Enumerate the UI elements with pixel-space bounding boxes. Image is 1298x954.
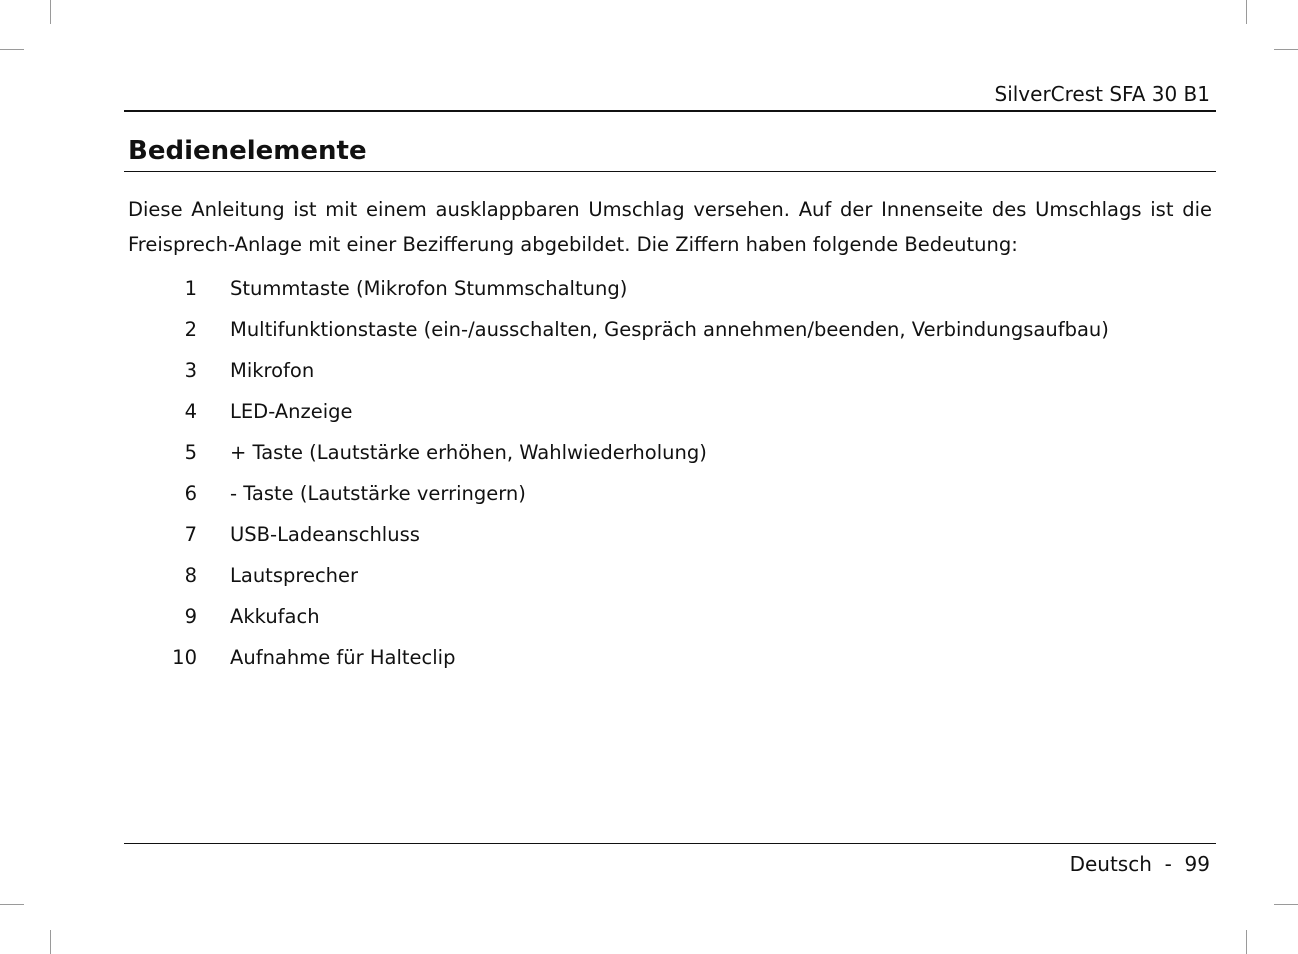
list-item-number: 9: [184, 605, 197, 628]
list-item: [128, 596, 1212, 637]
list-item-label: Aufnahme für Halteclip: [230, 646, 456, 669]
crop-mark-top-right: [1246, 0, 1247, 24]
list-item-label: Akkufach: [230, 605, 320, 628]
list-item-label: Multifunktionstaste (ein-/ausschalten, Gespräch annehmen/beenden, Verbindungsaufbau): [230, 318, 1109, 341]
title-rule: [124, 171, 1216, 172]
list-item-number: 1: [184, 277, 197, 300]
list-item: [128, 350, 1212, 391]
list-item-number: 5: [184, 441, 197, 464]
list-item: [128, 391, 1212, 432]
list-item: [128, 473, 1212, 514]
list-item-number: 10: [172, 646, 197, 669]
list-item-number: 4: [184, 400, 197, 423]
list-item-label: - Taste (Lautstärke verringern): [230, 482, 526, 505]
list-item: [128, 555, 1212, 596]
crop-mark-top-left: [0, 49, 24, 50]
list-item-label: USB-Ladeanschluss: [230, 523, 420, 546]
crop-mark-bottom-left: [50, 930, 51, 954]
list-item-label: + Taste (Lautstärke erhöhen, Wahlwiederholung): [230, 441, 707, 464]
crop-mark-bottom-right: [1246, 930, 1247, 954]
list-item: [128, 309, 1212, 350]
list-item: [128, 432, 1212, 473]
page-footer: Deutsch - 99: [1069, 852, 1210, 876]
list-item-number: 8: [184, 564, 197, 587]
header-rule: [124, 110, 1216, 112]
list-item-label: LED-Anzeige: [230, 400, 353, 423]
intro-paragraph: Diese Anleitung ist mit einem ausklappbaren Umschlag versehen. Auf der Innenseite des Umschlags ist die Freisprech-Anlage mit einer Bezifferung abgebildet. Die Ziffern haben folgende Bedeutung:: [128, 198, 1212, 256]
list-item: [128, 514, 1212, 555]
list-item: [128, 268, 1212, 309]
footer-rule: [124, 843, 1216, 844]
crop-mark-bottom-left: [0, 904, 24, 905]
list-item-number: 2: [184, 318, 197, 341]
running-header: SilverCrest SFA 30 B1: [994, 82, 1210, 106]
section-title: Bedienelemente: [128, 136, 367, 166]
list-item-label: Stummtaste (Mikrofon Stummschaltung): [230, 277, 628, 300]
list-item-number: 6: [184, 482, 197, 505]
list-item-label: Lautsprecher: [230, 564, 359, 587]
list-item-number: 3: [184, 359, 197, 382]
list-item-number: 7: [184, 523, 197, 546]
crop-mark-bottom-right: [1274, 904, 1298, 905]
list-item-label: Mikrofon: [230, 359, 315, 382]
crop-mark-top-right: [1274, 49, 1298, 50]
controls-legend-list: [128, 268, 1212, 678]
crop-mark-top-left: [50, 0, 51, 24]
list-item: [128, 637, 1212, 678]
